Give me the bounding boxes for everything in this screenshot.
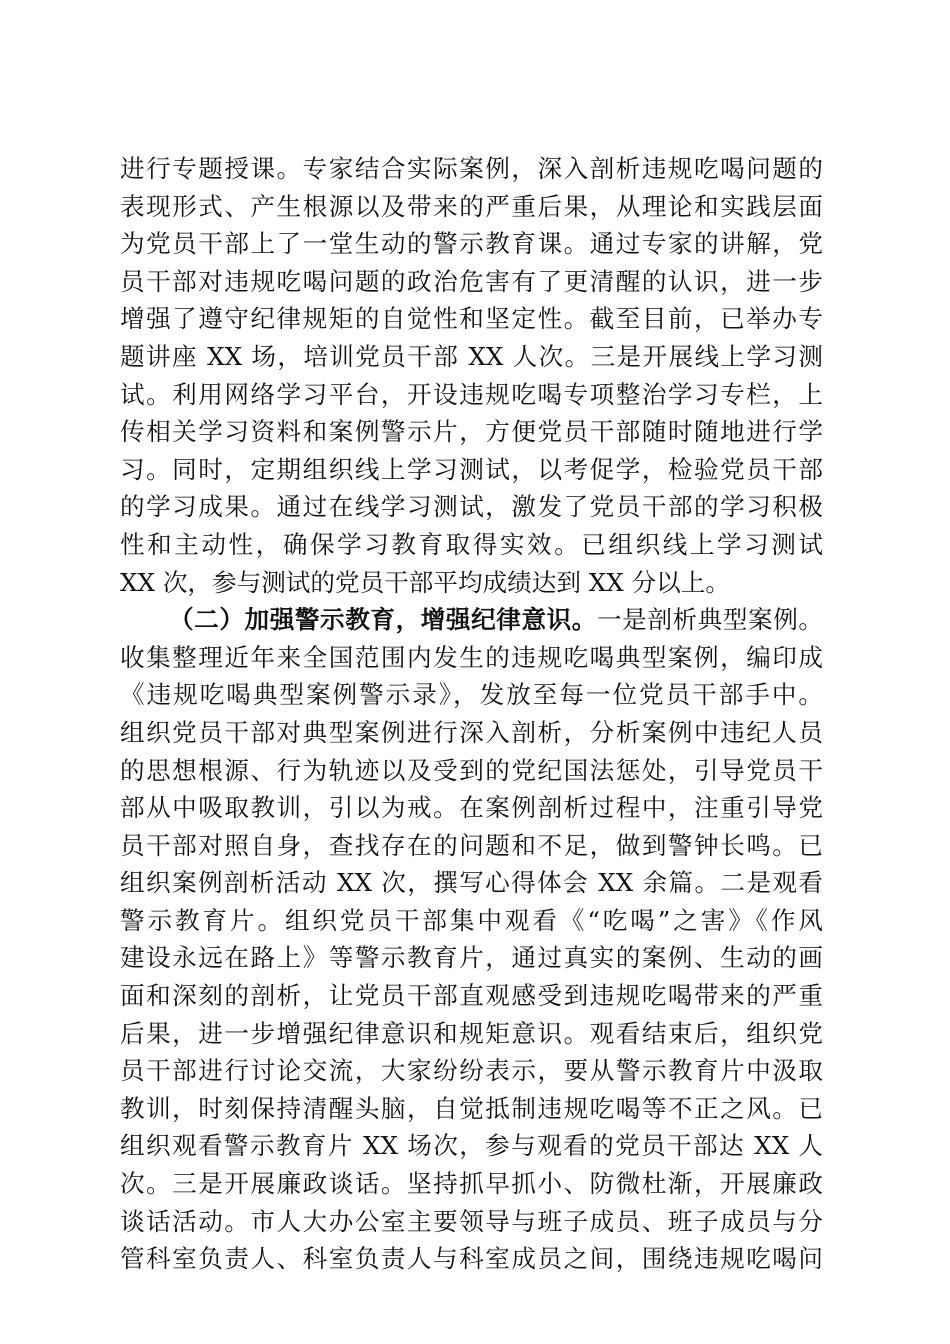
paragraph-line: 管科室负责人、科室负责人与科室成员之间，围绕违规吃喝问 (120, 1244, 823, 1274)
paragraph-line: 为党员干部上了一堂生动的警示教育课。通过专家的讲解，党 (120, 229, 823, 259)
section-heading-line (120, 601, 823, 639)
paragraph-line: 部从中吸取教训，引以为戒。在案例剖析过程中，注重引导党 (120, 793, 823, 823)
paragraph-line: 增强了遵守纪律规矩的自觉性和坚定性。截至目前，已举办专 (120, 304, 823, 334)
paragraph-line: 后果，进一步增强纪律意识和规矩意识。观看结束后，组织党 (120, 1018, 823, 1048)
paragraph-line: 员干部对照自身，查找存在的问题和不足，做到警钟长鸣。已 (120, 830, 823, 860)
paragraph-line: 次。三是开展廉政谈话。坚持抓早抓小、防微杜渐，开展廉政 (120, 1169, 823, 1199)
paragraph-line: 收集整理近年来全国范围内发生的违规吃喝典型案例，编印成 (120, 642, 823, 672)
paragraph-line: 表现形式、产生根源以及带来的严重后果，从理论和实践层面 (120, 191, 823, 221)
paragraph-line: 题讲座 XX 场，培训党员干部 XX 人次。三是开展线上学习测 (120, 341, 823, 371)
paragraph-line: 面和深刻的剖析，让党员干部直观感受到违规吃喝带来的严重 (120, 981, 823, 1011)
paragraph-line: 教训，时刻保持清醒头脑，自觉抵制违规吃喝等不正之风。已 (120, 1093, 823, 1123)
paragraph-line: 习。同时，定期组织线上学习测试，以考促学，检验党员干部 (120, 454, 823, 484)
paragraph-line: 组织观看警示教育片 XX 场次，参与观看的党员干部达 XX 人 (120, 1131, 823, 1161)
paragraph-line: 《违规吃喝典型案例警示录》，发放至每一位党员干部手中。 (120, 680, 823, 710)
paragraph-line: 建设永远在路上》等警示教育片，通过真实的案例、生动的画 (120, 943, 823, 973)
paragraph-line: 员干部对违规吃喝问题的政治危害有了更清醒的认识，进一步 (120, 266, 823, 296)
paragraph-line: 传相关学习资料和案例警示片，方便党员干部随时随地进行学 (120, 417, 823, 447)
section-heading-rest: 一是剖析典型案例。 (596, 605, 823, 635)
section-heading: （二）加强警示教育，增强纪律意识。 (169, 605, 597, 635)
paragraph-line: XX 次，参与测试的党员干部平均成绩达到 XX 分以上。 (120, 567, 730, 597)
paragraph-line: 组织案例剖析活动 XX 次，撰写心得体会 XX 余篇。二是观看 (120, 868, 823, 898)
paragraph-line: 的思想根源、行为轨迹以及受到的党纪国法惩处，引导党员干 (120, 755, 823, 785)
paragraph-line: 组织党员干部对典型案例进行深入剖析，分析案例中违纪人员 (120, 717, 823, 747)
paragraph-line: 谈话活动。市人大办公室主要领导与班子成员、班子成员与分 (120, 1206, 823, 1236)
paragraph-line: 员干部进行讨论交流，大家纷纷表示，要从警示教育片中汲取 (120, 1056, 823, 1086)
paragraph-line: 警示教育片。组织党员干部集中观看《“吃喝”之害》《作风 (120, 905, 823, 935)
document-body (120, 150, 823, 1278)
paragraph-line: 试。利用网络学习平台，开设违规吃喝专项整治学习专栏，上 (120, 379, 823, 409)
paragraph-line: 性和主动性，确保学习教育取得实效。已组织线上学习测试 (120, 529, 823, 559)
paragraph-line: 的学习成果。通过在线学习测试，激发了党员干部的学习积极 (120, 492, 823, 522)
paragraph-line: 进行专题授课。专家结合实际案例，深入剖析违规吃喝问题的 (120, 154, 823, 183)
